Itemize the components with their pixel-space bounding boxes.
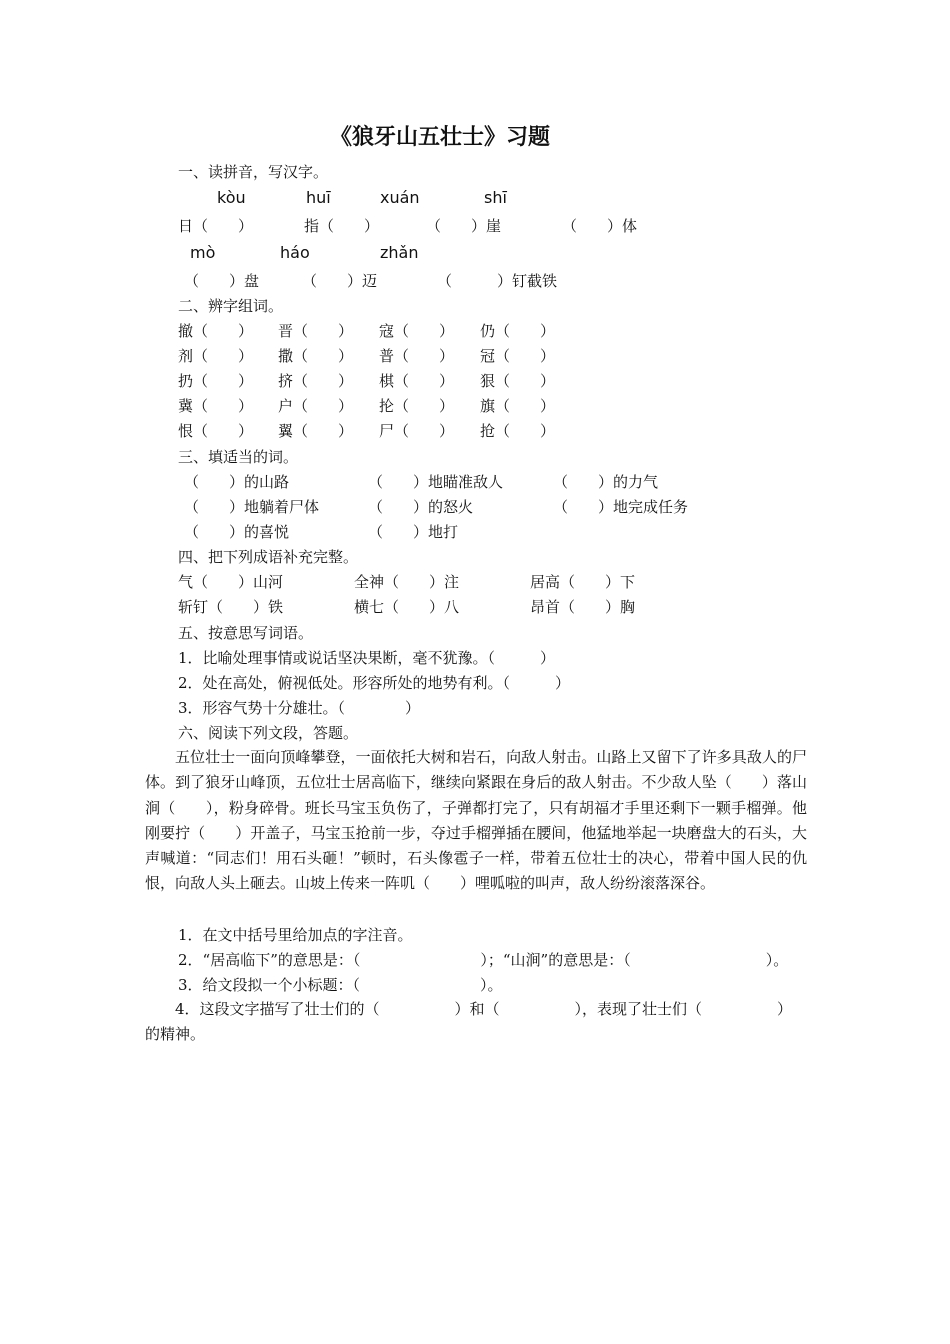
blank-mo-pan: （ ）盘 (184, 272, 260, 290)
blank-shi-ti: （ ）体 (562, 217, 638, 235)
s2-cell: 户（ ） (278, 397, 354, 415)
question-2: 2．“居高临下”的意思是：（ ）；“山涧”的意思是：（ ）。 (178, 951, 789, 969)
s2-cell: 冠（ ） (480, 347, 556, 365)
s3-cell: （ ）的喜悦 (184, 523, 290, 541)
s3-cell: （ ）地打 (368, 523, 459, 541)
blank-zhan-ding-jie-tie: （ ）钉截铁 (437, 272, 558, 290)
idiom-cell: 全神（ ）注 (354, 573, 460, 591)
s2-cell: 扔（ ） (178, 372, 254, 390)
blank-xuan-ya: （ ）崖 (426, 217, 502, 235)
s5-item: 3．形容气势十分雄壮。（ ） (178, 699, 421, 717)
s5-item: 1．比喻处理事情或说话坚决果断，毫不犹豫。（ ） (178, 649, 556, 667)
s2-cell: 棋（ ） (379, 372, 455, 390)
s2-cell: 尸（ ） (379, 422, 455, 440)
reading-passage: 五位壮士一面向顶峰攀登，一面依托大树和岩石，向敌人射击。山路上又留下了许多具敌人的尸体。到了狼牙山峰顶，五位壮士居高临下，继续向紧跟在身后的敌人射击。不少敌人坠（ ）落山涧（ ），粉身碎骨。班长马宝玉负伤了，子弹都打完了，只有胡福才手里还剩下一颗手榴弹。他刚要拧（ ）开盖子，马宝玉抢前一步，夺过手榴弹插在腰间，他猛地举起一块磨盘大的石头，大声喊道：“同志们！用石头砸！”顿时，石头像雹子一样，带着五位壮士的决心，带着中国人民的仇恨，向敌人头上砸去。山坡上传来一阵叽（ ）哩呱啦的叫声，敌人纷纷滚落深谷。 (145, 748, 807, 893)
section-1-heading: 一、读拼音，写汉字。 (178, 163, 329, 181)
s2-cell: 普（ ） (379, 347, 455, 365)
pinyin-shi: shī (484, 188, 507, 207)
idiom-cell: 气（ ）山河 (178, 573, 284, 591)
s3-cell: （ ）地躺着尸体 (184, 498, 320, 516)
pinyin-zhan: zhǎn (380, 243, 419, 262)
section-2-heading: 二、辨字组词。 (178, 297, 284, 315)
idiom-cell: 居高（ ）下 (530, 573, 636, 591)
s2-cell: 撤（ ） (178, 322, 254, 340)
section-4-heading: 四、把下列成语补充完整。 (178, 548, 359, 566)
s3-cell: （ ）地完成任务 (553, 498, 689, 516)
question-3: 3．给文段拟一个小标题：（ ）。 (178, 976, 503, 994)
s2-cell: 恨（ ） (178, 422, 254, 440)
s2-cell: 旗（ ） (480, 397, 556, 415)
s3-cell: （ ）的力气 (553, 473, 659, 491)
question-4: 4．这段文字描写了壮士们的（ ）和（ ），表现了壮士们（ ）的精神。 (145, 1000, 793, 1043)
pinyin-mo: mò (190, 243, 216, 262)
page-title: 《狼牙山五壮士》习题 (330, 125, 551, 150)
section-5-heading: 五、按意思写词语。 (178, 624, 314, 642)
s2-cell: 挤（ ） (278, 372, 354, 390)
blank-hao-mai: （ ）迈 (302, 272, 378, 290)
s2-cell: 撒（ ） (278, 347, 354, 365)
pinyin-kou: kòu (217, 188, 246, 207)
s2-cell: 抡（ ） (379, 397, 455, 415)
s2-cell: 抢（ ） (480, 422, 556, 440)
s2-cell: 狠（ ） (480, 372, 556, 390)
pinyin-xuan: xuán (380, 188, 420, 207)
s2-cell: 翼（ ） (278, 422, 354, 440)
idiom-cell: 斩钉（ ）铁 (178, 598, 284, 616)
s2-cell: 冀（ ） (178, 397, 254, 415)
s2-cell: 仍（ ） (480, 322, 556, 340)
section-6-heading: 六、阅读下列文段，答题。 (178, 724, 359, 742)
pinyin-hui: huī (306, 188, 331, 207)
s3-cell: （ ）的山路 (184, 473, 290, 491)
blank-ri-kou: 日（ ） (178, 217, 254, 235)
s3-cell: （ ）地瞄准敌人 (368, 473, 504, 491)
question-1: 1．在文中括号里给加点的字注音。 (178, 926, 413, 944)
idiom-cell: 横七（ ）八 (354, 598, 460, 616)
s3-cell: （ ）的怒火 (368, 498, 474, 516)
s2-cell: 晋（ ） (278, 322, 354, 340)
pinyin-hao: háo (280, 243, 310, 262)
idiom-cell: 昂首（ ）胸 (530, 598, 636, 616)
s5-item: 2．处在高处，俯视低处。形容所处的地势有利。（ ） (178, 674, 571, 692)
s2-cell: 剂（ ） (178, 347, 254, 365)
section-3-heading: 三、填适当的词。 (178, 448, 299, 466)
s2-cell: 寇（ ） (379, 322, 455, 340)
blank-zhi-hui: 指（ ） (304, 217, 380, 235)
